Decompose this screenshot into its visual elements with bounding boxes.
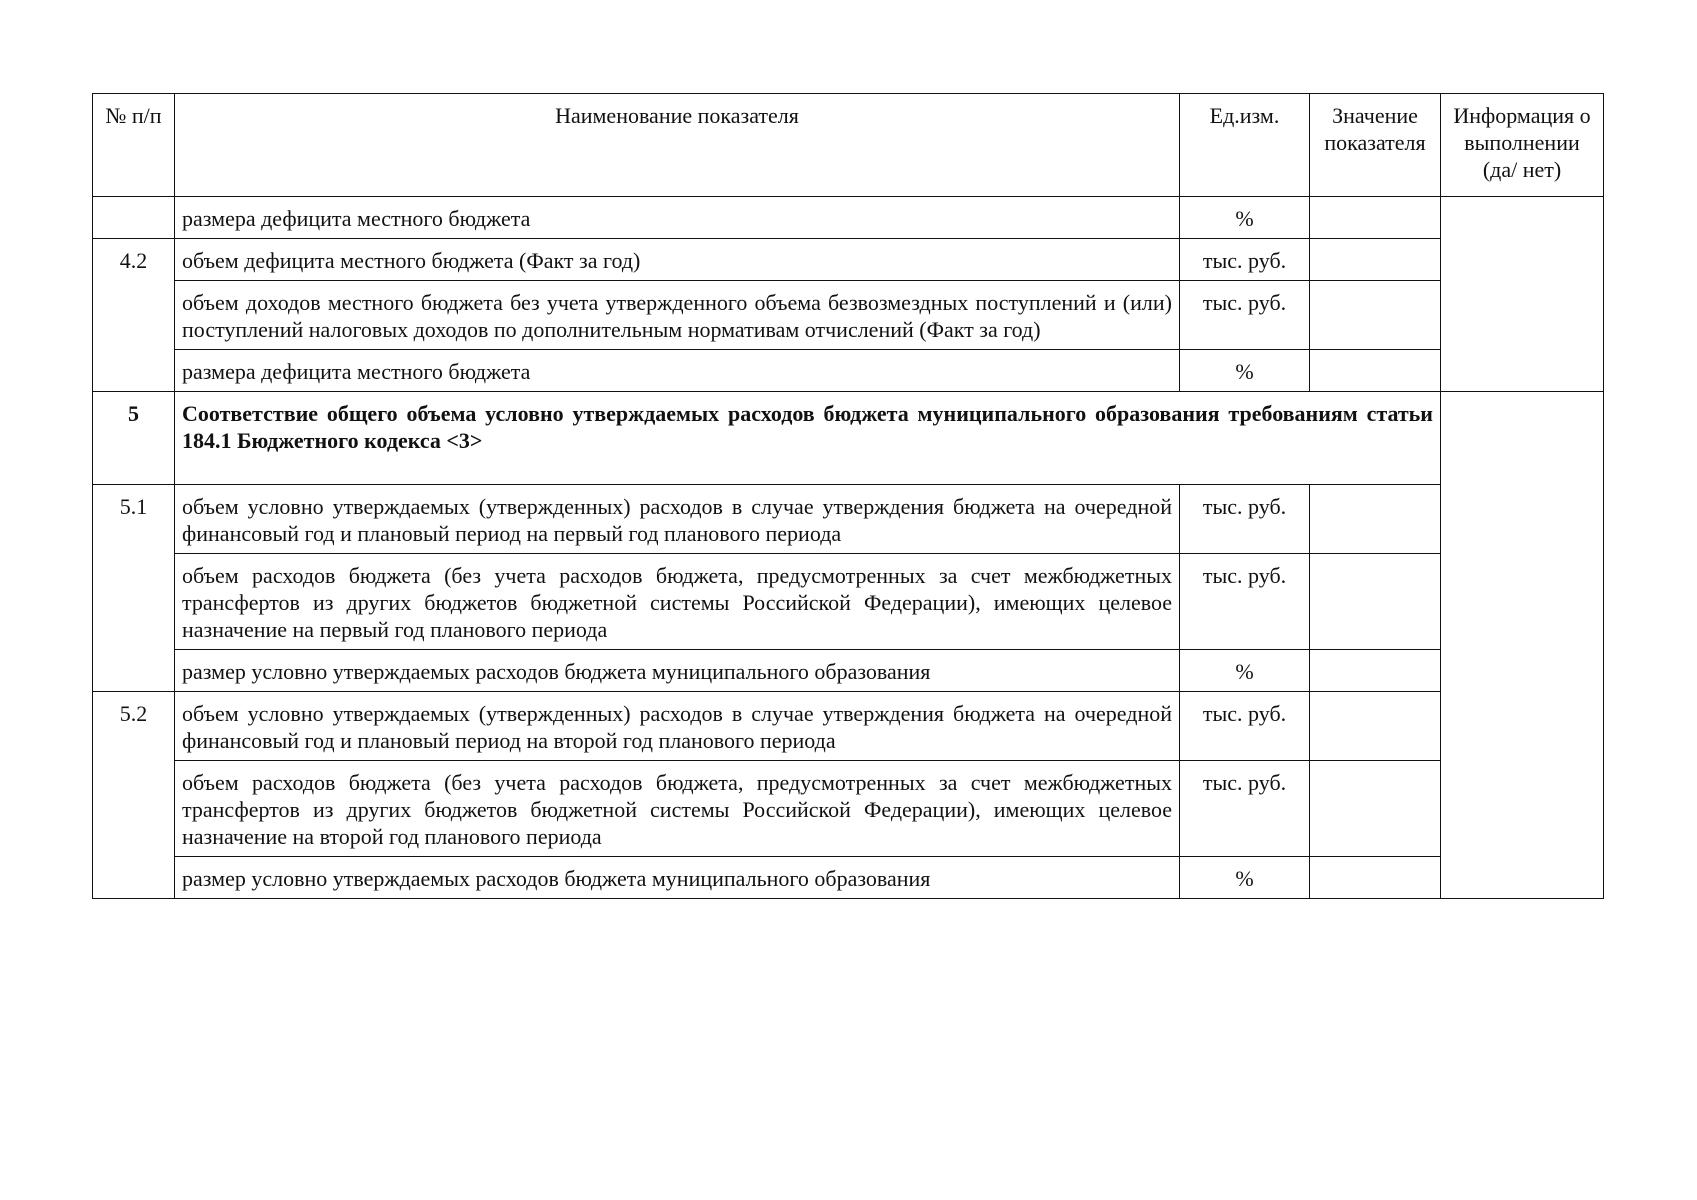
row-value-cell	[1310, 650, 1441, 692]
header-unit: Ед.изм.	[1180, 94, 1310, 197]
row-value-cell	[1310, 350, 1441, 392]
row-name: объем условно утверждаемых (утвержденных) расходов в случае утверждения бюджета на очередной финансовый год и плановый период на второй год планового периода	[175, 692, 1180, 761]
row-name: объем расходов бюджета (без учета расходов бюджета, предусмотренных за счет межбюджетных трансфертов из других бюджетов бюджетной системы Российской Федерации), имеющих целевое назначение на второй год планового периода	[175, 761, 1180, 857]
row-num	[93, 197, 175, 239]
row-unit: тыс. руб.	[1180, 692, 1310, 761]
row-value-cell	[1310, 761, 1441, 857]
row-unit: тыс. руб.	[1180, 485, 1310, 554]
table-header-row	[93, 94, 1604, 197]
row-name: размера дефицита местного бюджета	[175, 350, 1180, 392]
header-info: Информация о выполнении (да/ нет)	[1441, 94, 1604, 197]
table-row	[93, 239, 1604, 281]
section-num: 5	[93, 392, 175, 485]
row-name: размер условно утверждаемых расходов бюджета муниципального образования	[175, 857, 1180, 899]
row-name: объем доходов местного бюджета без учета утвержденного объема безвозмездных поступлений и (или) поступлений налоговых доходов по дополнительным нормативам отчислений (Факт за год)	[175, 281, 1180, 350]
row-name: объем условно утверждаемых (утвержденных) расходов в случае утверждения бюджета на очередной финансовый год и плановый период на первый год планового периода	[175, 485, 1180, 554]
section-info-cell	[1441, 392, 1604, 899]
section-row	[93, 392, 1604, 485]
table-row	[93, 761, 1604, 857]
row-unit: %	[1180, 197, 1310, 239]
table-row	[93, 197, 1604, 239]
row-unit: %	[1180, 350, 1310, 392]
row-unit: тыс. руб.	[1180, 281, 1310, 350]
row-value-cell	[1310, 281, 1441, 350]
table-row	[93, 485, 1604, 554]
row-unit: тыс. руб.	[1180, 761, 1310, 857]
row-value-cell	[1310, 239, 1441, 281]
row-info-cell	[1441, 197, 1604, 392]
table-row	[93, 650, 1604, 692]
indicators-table	[92, 93, 1604, 899]
row-name: размер условно утверждаемых расходов бюджета муниципального образования	[175, 650, 1180, 692]
row-num: 5.1	[93, 485, 175, 692]
row-value-cell	[1310, 197, 1441, 239]
header-name: Наименование показателя	[175, 94, 1180, 197]
table-row	[93, 350, 1604, 392]
table-row	[93, 692, 1604, 761]
row-unit: %	[1180, 650, 1310, 692]
row-value-cell	[1310, 857, 1441, 899]
row-name: объем расходов бюджета (без учета расходов бюджета, предусмотренных за счет межбюджетных трансфертов из других бюджетов бюджетной системы Российской Федерации), имеющих целевое назначение на первый год планового периода	[175, 554, 1180, 650]
row-value-cell	[1310, 485, 1441, 554]
row-value-cell	[1310, 554, 1441, 650]
header-num: № п/п	[93, 94, 175, 197]
row-value-cell	[1310, 692, 1441, 761]
row-num: 5.2	[93, 692, 175, 899]
row-num: 4.2	[93, 239, 175, 392]
row-unit: %	[1180, 857, 1310, 899]
row-name: объем дефицита местного бюджета (Факт за год)	[175, 239, 1180, 281]
row-unit: тыс. руб.	[1180, 239, 1310, 281]
row-name: размера дефицита местного бюджета	[175, 197, 1180, 239]
section-title: Соответствие общего объема условно утверждаемых расходов бюджета муниципального образования требованиям статьи 184.1 Бюджетного кодекса <3>	[175, 392, 1441, 485]
table-row	[93, 281, 1604, 350]
row-unit: тыс. руб.	[1180, 554, 1310, 650]
table-row	[93, 857, 1604, 899]
header-value: Значение показателя	[1310, 94, 1441, 197]
table-row	[93, 554, 1604, 650]
